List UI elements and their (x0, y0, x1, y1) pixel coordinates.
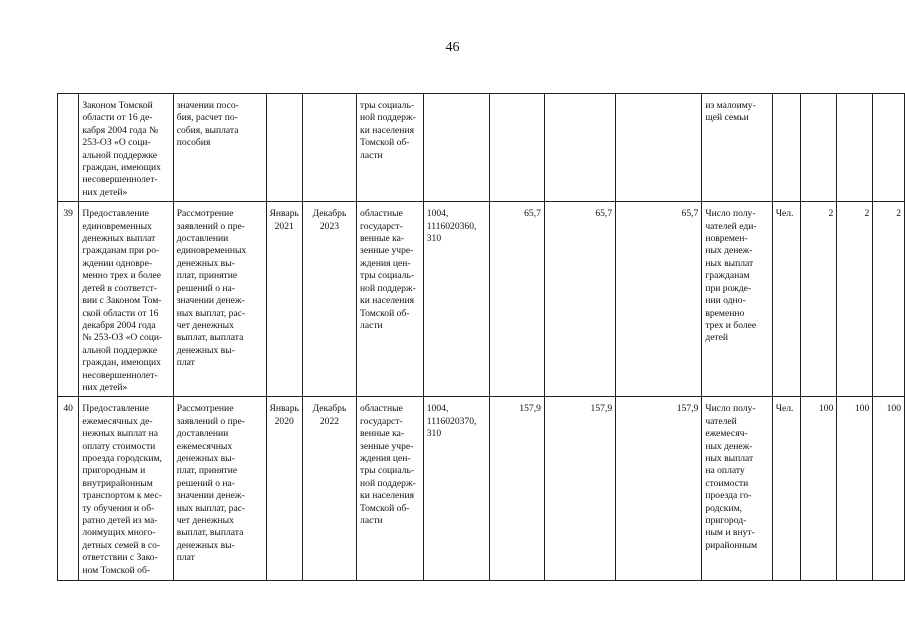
page-number: 46 (445, 40, 460, 55)
funding-value-1: 157,9 (489, 397, 544, 581)
indicator-value-1: 100 (801, 397, 837, 581)
end-date: Декабрь 2022 (302, 397, 356, 581)
indicator-unit: Чел. (772, 397, 800, 581)
table-row (58, 397, 905, 581)
table-row (58, 202, 905, 397)
indicator-name: Число полу- чателей еди- новремен- ных денеж- ных выплат гражданам при рожде- нии одно- временно трех и более детей (702, 202, 772, 397)
start-date: Январь 2020 (266, 397, 302, 581)
row-number: 39 (58, 202, 79, 397)
indicator-unit (772, 94, 800, 202)
row-number (58, 94, 79, 202)
activity-content: Рассмотрение заявлений о пре- доставлении ежемесячных денежных вы- плат, принятие решений о на- значении денеж- ных выплат, рас- чет денежных выплат, выплата денежных вы- плат (173, 397, 266, 581)
funding-value-3: 157,9 (616, 397, 702, 581)
indicator-value-2 (837, 94, 873, 202)
start-date: Январь 2021 (266, 202, 302, 397)
funding-value-1 (489, 94, 544, 202)
budget-code: 1004, 1116020370, 310 (423, 397, 489, 581)
budget-code (423, 94, 489, 202)
end-date (302, 94, 356, 202)
end-date: Декабрь 2023 (302, 202, 356, 397)
funding-value-3 (616, 94, 702, 202)
start-date (266, 94, 302, 202)
indicator-value-3 (873, 94, 905, 202)
funding-value-3: 65,7 (616, 202, 702, 397)
executor: областные государст- венные ка- зенные учре- ждения цен- тры социаль- ной поддерж- ки населения Томской об- ласти (357, 397, 424, 581)
indicator-value-3: 2 (873, 202, 905, 397)
indicator-name: Число полу- чателей ежемесяч- ных денеж- ных выплат на оплату стоимости проезда го- родским, пригород- ным и внут- рирайонным (702, 397, 772, 581)
funding-value-2 (544, 94, 615, 202)
indicator-value-2: 2 (837, 202, 873, 397)
indicator-value-1 (801, 94, 837, 202)
funding-value-1: 65,7 (489, 202, 544, 397)
indicator-unit: Чел. (772, 202, 800, 397)
budget-code: 1004, 1116020360, 310 (423, 202, 489, 397)
funding-value-2: 157,9 (544, 397, 615, 581)
executor: областные государст- венные ка- зенные учре- ждения цен- тры социаль- ной поддерж- ки населения Томской об- ласти (357, 202, 424, 397)
activity-name: Законом Томской области от 16 де- кабря 2004 года № 253-ОЗ «О соци- альной поддержке граждан, имеющих несовершеннолет- них детей» (79, 94, 173, 202)
indicator-value-1: 2 (801, 202, 837, 397)
activity-name: Предоставление единовременных денежных выплат гражданам при ро- ждении одновре- менно трех и более детей в соответст- вии с Законом Том- ской области от 16 декабря 2004 года № 253-ОЗ «О соци- альной поддержке граждан, имеющих несовершеннолет- них детей» (79, 202, 173, 397)
table-row (58, 94, 905, 202)
funding-value-2: 65,7 (544, 202, 615, 397)
row-number: 40 (58, 397, 79, 581)
activity-content: значении посо- бия, расчет по- собия, выплата пособия (173, 94, 266, 202)
activity-name: Предоставление ежемесячных де- нежных выплат на оплату стоимости проезда городским, пригородным и внутрирайонным транспортом к мес- ту обучения и об- ратно детей из ма- лоимущих много- детных семей в со- ответствии с Зако- ном Томской об- (79, 397, 173, 581)
activity-content: Рассмотрение заявлений о пре- доставлении единовременных денежных вы- плат, принятие решений о на- значении денеж- ных выплат, рас- чет денежных выплат, выплата денежных вы- плат (173, 202, 266, 397)
indicator-value-3: 100 (873, 397, 905, 581)
executor: тры социаль- ной поддерж- ки населения Томской об- ласти (357, 94, 424, 202)
indicator-value-2: 100 (837, 397, 873, 581)
program-activities-table (57, 93, 905, 581)
indicator-name: из малоиму- щей семьи (702, 94, 772, 202)
